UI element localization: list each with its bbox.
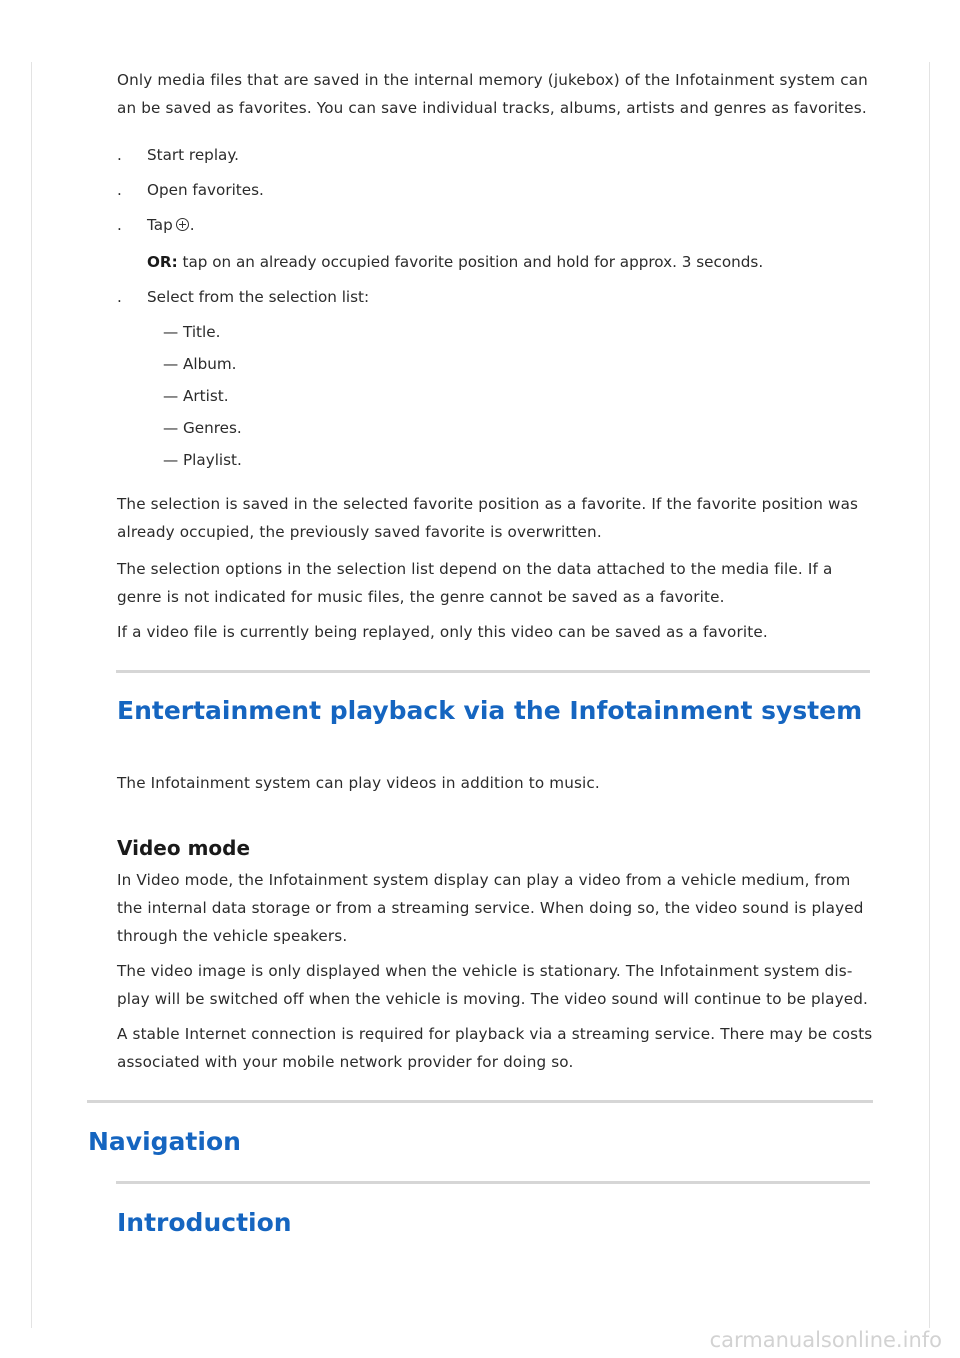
body-paragraph: The selection options in the selection list depend on the data attached to the media file. If a genre is not indicated for music files, the genre cannot be saved as a favorite. [117, 560, 833, 606]
body-paragraph: If a video file is currently being replayed, only this video can be saved as a favorite. [117, 623, 768, 641]
section-heading-entertainment: Entertainment playback via the Infotainment system [117, 696, 863, 725]
step-bullet: . [117, 146, 122, 164]
watermark: carmanualsonline.info [709, 1328, 942, 1352]
body-paragraph: A stable Internet connection is required for playback via a streaming service. There may be costs associated with your mobile network provider for doing so. [117, 1025, 873, 1071]
or-note [147, 252, 763, 272]
body-paragraph: The selection is saved in the selected favorite position as a favorite. If the favorite position was already occupied, the previously saved favorite is overwritten. [117, 495, 859, 541]
step-bullet: . [117, 181, 122, 199]
body-paragraph: In Video mode, the Infotainment system display can play a video from a vehicle medium, from the internal data storage or from a streaming service. When doing so, the video sound is played through the vehicle speakers. [117, 871, 864, 945]
plus-circle-icon [176, 218, 189, 231]
tap-period: . [189, 216, 195, 234]
section-divider [116, 1181, 870, 1184]
step-bullet: . [117, 216, 122, 234]
chapter-heading-navigation: Navigation [88, 1127, 241, 1156]
chapter-divider [87, 1100, 873, 1103]
list-item: — Genres. [163, 419, 242, 437]
tap-word: Tap [147, 216, 173, 234]
right-page-border [929, 62, 930, 1328]
list-item: — Title. [163, 323, 221, 341]
or-label: OR: [147, 253, 178, 271]
step-text: Open favorites. [147, 181, 264, 199]
step-text [147, 215, 195, 235]
intro-paragraph: Only media files that are saved in the internal memory (jukebox) of the Infotainment system can an be saved as favorites. You can save individual tracks, albums, artists and genres as favorites. [117, 71, 868, 117]
left-page-border [31, 62, 32, 1328]
step-text: Start replay. [147, 146, 239, 164]
list-item: — Artist. [163, 387, 229, 405]
or-text: tap on an already occupied favorite position and hold for approx. 3 seconds. [182, 253, 764, 271]
subsection-heading-video-mode: Video mode [117, 836, 251, 860]
body-paragraph: The video image is only displayed when the vehicle is stationary. The Infotainment system dis- play will be switched off when the vehicle is moving. The video sound will continue to be played. [117, 962, 868, 1008]
list-item: — Album. [163, 355, 237, 373]
section-divider [116, 670, 870, 673]
section-heading-introduction: Introduction [117, 1208, 292, 1237]
step-text: Select from the selection list: [147, 288, 370, 306]
step-bullet: . [117, 288, 122, 306]
list-item: — Playlist. [163, 451, 242, 469]
section-intro: The Infotainment system can play videos in addition to music. [117, 774, 600, 792]
